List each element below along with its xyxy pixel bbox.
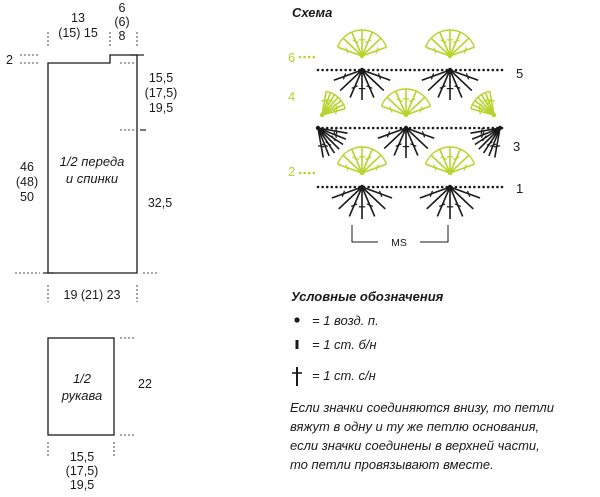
chain-stitch xyxy=(331,69,334,72)
chain-stitch xyxy=(427,127,430,130)
chain-stitch xyxy=(344,69,347,72)
sleeve-label-line2: рукава xyxy=(61,388,103,403)
chain-stitch xyxy=(386,186,389,189)
fan-row-3 xyxy=(470,126,502,158)
chain-stitch xyxy=(501,69,504,72)
chain-stitch xyxy=(413,69,416,72)
chain-stitch xyxy=(436,69,439,72)
top-right-width-line1: 6 xyxy=(118,1,126,15)
chain-stitch xyxy=(478,69,481,72)
chain-stitch xyxy=(340,127,343,130)
shoulder-drop: 2 xyxy=(6,53,13,67)
chain-stitch xyxy=(299,172,302,175)
chain-stitch xyxy=(441,127,444,130)
fan-row-3 xyxy=(378,126,434,158)
chain-stitch xyxy=(459,127,462,130)
chain-stitch xyxy=(326,186,329,189)
row-label-2: 2 xyxy=(288,164,296,179)
chain-stitch xyxy=(344,127,347,130)
chain-stitch xyxy=(446,127,449,130)
chain-stitch xyxy=(354,127,357,130)
chain-stitch xyxy=(464,69,467,72)
chain-stitch xyxy=(303,56,306,59)
chain-stitch xyxy=(386,69,389,72)
chain-stitch xyxy=(349,186,352,189)
chain-stitch xyxy=(372,69,375,72)
armhole-depth-line1: 15,5 xyxy=(148,71,174,85)
chain-stitch xyxy=(381,69,384,72)
chain-stitch xyxy=(390,127,393,130)
chain-stitch xyxy=(432,69,435,72)
chain-stitch xyxy=(482,186,485,189)
legend-item-chain: = 1 возд. п. xyxy=(312,313,379,328)
chain-stitch xyxy=(395,127,398,130)
chain-stitch xyxy=(344,186,347,189)
fan-row-6 xyxy=(426,30,475,58)
legend-note-line1: Если значки соединяются внизу, то петли xyxy=(290,400,554,415)
row-label-4: 4 xyxy=(288,89,296,104)
chain-stitch xyxy=(308,56,311,59)
row-label-6: 6 xyxy=(288,50,296,65)
chain-stitch xyxy=(496,69,499,72)
chain-stitch xyxy=(492,186,495,189)
chain-stitch xyxy=(363,127,366,130)
chain-stitch xyxy=(340,186,343,189)
top-left-width-line2: (15) 15 xyxy=(58,26,98,40)
chain-stitch xyxy=(377,127,380,130)
chain-stitch xyxy=(372,186,375,189)
chain-stitch xyxy=(501,186,504,189)
chain-stitch xyxy=(413,186,416,189)
chain-stitch xyxy=(492,69,495,72)
chain-stitch xyxy=(427,186,430,189)
sleeve-label-line1: 1/2 xyxy=(72,371,92,386)
chain-stitch xyxy=(436,186,439,189)
chain-stitch xyxy=(386,127,389,130)
sleeve-width-line2: (17,5) xyxy=(65,464,99,478)
fan-row-5 xyxy=(334,68,390,100)
body-label-line2: и спинки xyxy=(65,171,119,186)
chain-stitch xyxy=(377,186,380,189)
fan-row-1 xyxy=(332,185,392,219)
chain-stitch xyxy=(381,186,384,189)
chain-stitch xyxy=(303,172,306,175)
chain-stitch xyxy=(331,186,334,189)
chain-stitch xyxy=(317,186,320,189)
legend-note-line4: то петли провязывают вместе. xyxy=(290,457,494,472)
chain-stitch xyxy=(404,69,407,72)
top-left-width-line1: 13 xyxy=(71,11,85,25)
single-crochet-icon xyxy=(296,340,299,349)
legend-note-line3: если значки соединены в верхней части, xyxy=(290,438,540,453)
chain-stitch xyxy=(450,127,453,130)
body-label-line1: 1/2 переда xyxy=(59,154,125,169)
chain-stitch xyxy=(340,69,343,72)
dot-icon xyxy=(294,317,299,322)
chain-stitch xyxy=(299,56,302,59)
chain-stitch xyxy=(464,127,467,130)
chain-stitch xyxy=(436,127,439,130)
fan-row-2 xyxy=(338,147,387,175)
sleeve-width-line1: 15,5 xyxy=(69,450,95,464)
body-schematic xyxy=(6,1,177,302)
crochet-chart xyxy=(288,5,523,249)
chain-stitch xyxy=(335,69,338,72)
fan-row-3 xyxy=(316,126,348,158)
repeat-label: MS xyxy=(391,237,407,249)
sleeve-schematic xyxy=(48,338,152,492)
chain-stitch xyxy=(418,127,421,130)
row-label-5: 5 xyxy=(516,66,524,81)
legend-item-double-crochet: = 1 ст. с/н xyxy=(312,368,376,383)
chain-stitch xyxy=(418,69,421,72)
sleeve-outline xyxy=(48,338,114,435)
chain-stitch xyxy=(390,186,393,189)
chain-stitch xyxy=(367,127,370,130)
fan-row-5 xyxy=(422,68,478,100)
total-length-line1: 46 xyxy=(20,160,34,174)
chain-stitch xyxy=(321,186,324,189)
sleeve-width-line3: 19,5 xyxy=(69,478,95,492)
chain-stitch xyxy=(487,186,490,189)
chain-stitch xyxy=(423,69,426,72)
chain-stitch xyxy=(482,69,485,72)
bottom-width: 19 (21) 23 xyxy=(63,288,121,302)
chain-stitch xyxy=(409,69,412,72)
fan-row-4 xyxy=(320,91,345,117)
chain-stitch xyxy=(473,186,476,189)
chain-stitch xyxy=(478,127,481,130)
double-crochet-icon xyxy=(292,367,302,386)
chain-stitch xyxy=(473,127,476,130)
chain-stitch xyxy=(335,186,338,189)
sleeve-length: 22 xyxy=(138,377,152,391)
fan-row-4 xyxy=(471,91,496,117)
chain-stitch xyxy=(423,127,426,130)
armhole-depth-line2: (17,5) xyxy=(144,86,178,100)
chain-stitch xyxy=(455,186,458,189)
chain-stitch xyxy=(478,186,481,189)
legend-item-single-crochet: = 1 ст. б/н xyxy=(312,337,377,352)
chain-stitch xyxy=(487,127,490,130)
row-label-1: 1 xyxy=(516,181,524,196)
chain-stitch xyxy=(469,186,472,189)
chain-stitch xyxy=(349,127,352,130)
fan-row-2 xyxy=(426,147,475,175)
chain-stitch xyxy=(441,69,444,72)
chain-stitch xyxy=(473,69,476,72)
chain-stitch xyxy=(381,127,384,130)
chart-title: Схема xyxy=(292,5,333,20)
chain-stitch xyxy=(455,127,458,130)
chain-stitch xyxy=(317,69,320,72)
chain-stitch xyxy=(354,69,357,72)
chain-stitch xyxy=(469,69,472,72)
top-right-width-line2: (6) xyxy=(114,15,130,29)
chain-stitch xyxy=(326,69,329,72)
chain-stitch xyxy=(331,127,334,130)
chain-stitch xyxy=(354,186,357,189)
side-length: 32,5 xyxy=(147,196,173,210)
legend-title: Условные обозначения xyxy=(291,289,444,304)
armhole-depth-line3: 19,5 xyxy=(148,101,174,115)
chain-stitch xyxy=(390,69,393,72)
total-length-line3: 50 xyxy=(20,190,34,204)
total-length-line2: (48) xyxy=(15,175,39,189)
chain-stitch xyxy=(372,127,375,130)
chain-stitch xyxy=(459,186,462,189)
chain-stitch xyxy=(349,69,352,72)
fan-row-1 xyxy=(420,185,480,219)
chain-stitch xyxy=(395,69,398,72)
chain-stitch xyxy=(367,69,370,72)
chain-stitch xyxy=(321,69,324,72)
chain-stitch xyxy=(423,186,426,189)
row-label-3: 3 xyxy=(513,139,521,154)
chain-stitch xyxy=(377,69,380,72)
legend-note-line2: вяжут в одну и ту же петлю основания, xyxy=(290,419,540,434)
chain-stitch xyxy=(400,186,403,189)
chain-stitch xyxy=(469,127,472,130)
chain-stitch xyxy=(441,186,444,189)
chain-stitch xyxy=(404,186,407,189)
chain-stitch xyxy=(413,127,416,130)
chain-stitch xyxy=(358,127,361,130)
top-right-width-line3: 8 xyxy=(118,29,126,43)
chain-stitch xyxy=(432,127,435,130)
chain-stitch xyxy=(459,69,462,72)
chain-stitch xyxy=(432,186,435,189)
chain-stitch xyxy=(496,186,499,189)
chain-stitch xyxy=(409,186,412,189)
legend xyxy=(290,289,554,472)
chain-stitch xyxy=(313,56,316,59)
chain-stitch xyxy=(455,69,458,72)
chain-stitch xyxy=(464,186,467,189)
fan-row-4 xyxy=(382,89,431,117)
chain-stitch xyxy=(308,172,311,175)
chain-stitch xyxy=(427,69,430,72)
chain-stitch xyxy=(400,69,403,72)
chain-stitch xyxy=(313,172,316,175)
fan-row-6 xyxy=(338,30,387,58)
chain-stitch xyxy=(418,186,421,189)
chain-stitch xyxy=(487,69,490,72)
chain-stitch xyxy=(395,186,398,189)
chain-stitch xyxy=(367,186,370,189)
